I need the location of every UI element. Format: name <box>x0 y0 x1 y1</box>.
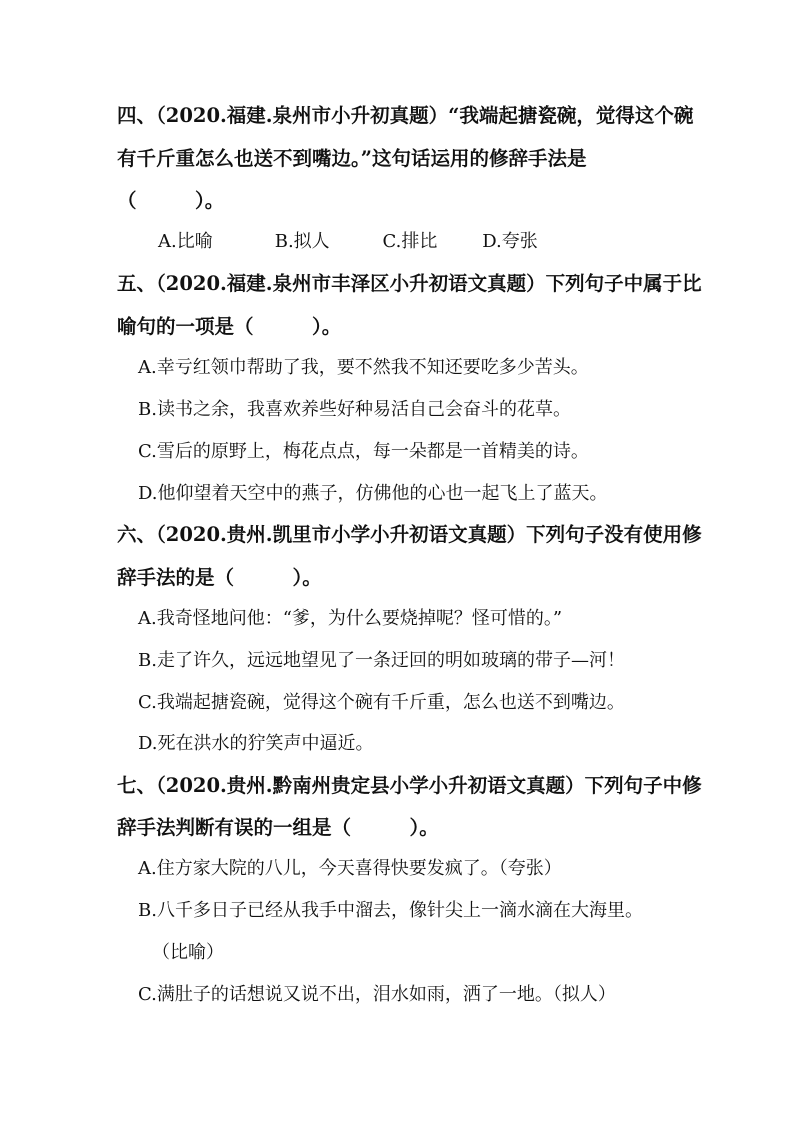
question-7-option-b-continuation: （比喻） <box>152 942 224 963</box>
question-4-option-d: D.夸张 <box>482 231 538 252</box>
question-5-line-2: 喻句的一项是（ ）。 <box>117 315 342 338</box>
question-7-line-2: 辞手法判断有误的一组是（ ）。 <box>117 816 439 839</box>
question-4-option-a: A.比喻 <box>158 231 213 252</box>
question-5-line-1: 五、（2020.福建.泉州市丰泽区小升初语文真题）下列句子中属于比 <box>117 272 702 295</box>
question-5-option-a: A.幸亏红领巾帮助了我，要不然我不知还要吃多少苦头。 <box>138 357 589 378</box>
question-5-option-d: D.他仰望着天空中的燕子，仿佛他的心也一起飞上了蓝天。 <box>138 483 608 504</box>
question-4-options <box>158 230 538 254</box>
question-6-option-b: B.走了许久，远远地望见了一条迂回的明如玻璃的带子—河！ <box>138 650 625 671</box>
question-6-line-2: 辞手法的是（ ）。 <box>117 566 322 589</box>
question-5-option-b: B.读书之余，我喜欢养些好种易活自己会奋斗的花草。 <box>138 399 571 420</box>
question-7-option-b: B.八千多日子已经从我手中溜去，像针尖上一滴水滴在大海里。 <box>138 900 643 921</box>
question-5-option-c: C.雪后的原野上，梅花点点，每一朵都是一首精美的诗。 <box>138 441 589 462</box>
question-4-option-b: B.拟人 <box>274 231 330 252</box>
question-6-line-1: 六、（2020.贵州.凯里市小学小升初语文真题）下列句子没有使用修 <box>117 523 702 546</box>
question-6-option-c: C.我端起搪瓷碗，觉得这个碗有千斤重，怎么也送不到嘴边。 <box>138 692 625 713</box>
question-4-option-c: C.排比 <box>382 231 438 252</box>
question-6-option-d: D.死在洪水的狞笑声中逼近。 <box>138 733 374 754</box>
question-4-line-2: 有千斤重怎么也送不到嘴边。”这句话运用的修辞手法是 <box>117 147 587 170</box>
question-6-option-a: A.我奇怪地问他：“爹，为什么要烧掉呢？怪可惜的。” <box>138 608 563 629</box>
question-7-option-c: C.满肚子的话想说又说不出，泪水如雨，洒了一地。（拟人） <box>138 984 616 1005</box>
question-4-line-1: 四、（2020.福建.泉州市小升初真题）“我端起搪瓷碗，觉得这个碗 <box>117 104 694 127</box>
question-4-line-3: （ ）。 <box>117 189 225 212</box>
question-7-option-a: A.住方家大院的八儿，今天喜得快要发疯了。（夸张） <box>138 858 562 879</box>
question-7-line-1: 七、（2020.贵州.黔南州贵定县小学小升初语文真题）下列句子中修 <box>117 774 702 797</box>
